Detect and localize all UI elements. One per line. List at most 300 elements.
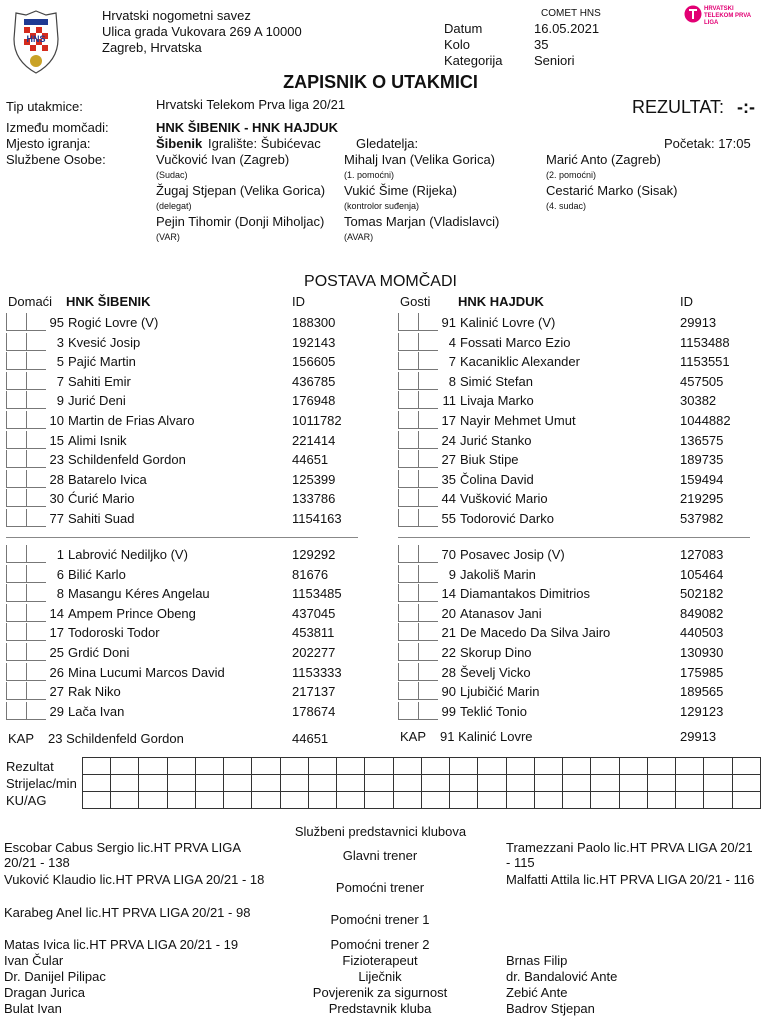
player-number: 14 <box>49 605 64 621</box>
score-grid-cell[interactable] <box>337 775 365 792</box>
venue-stadium: Igralište: Šubićevac <box>208 136 321 151</box>
player-number: 95 <box>49 315 64 330</box>
checkbox[interactable] <box>6 509 26 527</box>
checkbox[interactable] <box>398 509 418 527</box>
checkbox[interactable] <box>6 702 26 720</box>
score-grid-cell[interactable] <box>393 775 421 792</box>
player-name: Sahiti Emir <box>68 373 131 389</box>
player-name: Livaja Marko <box>460 393 534 409</box>
score-grid-cell[interactable] <box>337 792 365 809</box>
score-grid-cell[interactable] <box>563 792 591 809</box>
official-role: (AVAR) <box>344 232 374 242</box>
category-value: Seniori <box>534 53 575 68</box>
score-grid-cell[interactable] <box>647 775 675 792</box>
date-label: Datum <box>444 21 483 36</box>
player-id: 176948 <box>292 393 336 409</box>
score-grid-cell[interactable] <box>280 758 308 775</box>
player-id: 125399 <box>292 471 336 487</box>
away-staff-name: Brnas Filip <box>506 953 568 968</box>
match-type-label: Tip utakmice: <box>6 99 83 114</box>
player-number: 24 <box>441 432 456 448</box>
checkbox[interactable] <box>398 584 418 602</box>
venue-label: Mjesto igranja: <box>6 136 91 151</box>
checkbox[interactable] <box>6 470 26 488</box>
checkbox[interactable] <box>398 431 418 449</box>
score-grid-cell[interactable] <box>676 758 704 775</box>
player-name: Simić Stefan <box>460 373 533 389</box>
org-address: Ulica grada Vukovara 269 A 10000 <box>102 24 302 39</box>
player-name: Lača Ivan <box>68 703 125 719</box>
score-grid-cell[interactable] <box>195 775 223 792</box>
score-grid-cell[interactable] <box>82 775 110 792</box>
score-grid-cell[interactable] <box>365 758 393 775</box>
score-grid-cell[interactable] <box>647 792 675 809</box>
checkbox[interactable] <box>6 584 26 602</box>
score-grid-cell[interactable] <box>82 792 110 809</box>
player-name: Biuk Stipe <box>460 452 519 468</box>
score-grid-cell[interactable] <box>478 758 506 775</box>
score-grid-cell[interactable] <box>563 775 591 792</box>
score-grid-cell[interactable] <box>167 758 195 775</box>
checkbox[interactable] <box>6 352 26 370</box>
player-name: Atanasov Jani <box>460 605 542 621</box>
player-id: 30382 <box>680 393 717 409</box>
checkbox[interactable] <box>398 643 418 661</box>
checkbox[interactable] <box>6 682 26 700</box>
category-label: Kategorija <box>444 53 503 68</box>
player-number: 90 <box>441 684 456 700</box>
score-grid-cell[interactable] <box>676 775 704 792</box>
player-name: Ljubičić Marin <box>460 684 540 700</box>
player-id: 1153485 <box>292 586 342 602</box>
player-name: Teklić Tonio <box>460 703 527 719</box>
player-number: 17 <box>49 625 64 641</box>
home-staff-name: Ivan Čular <box>4 953 64 968</box>
score-grid-cell[interactable] <box>111 792 139 809</box>
official-role: (VAR) <box>156 232 180 242</box>
checkbox[interactable] <box>6 643 26 661</box>
official-name: Žugaj Stjepan (Velika Gorica) <box>156 183 326 198</box>
player-name: Vušković Mario <box>460 491 548 507</box>
player-id: 133786 <box>292 491 336 507</box>
player-name: Ćurić Mario <box>68 491 135 507</box>
official-name: Vučković Ivan (Zagreb) <box>156 152 290 167</box>
staff-title: Službeni predstavnici klubova <box>294 824 467 839</box>
score-grid-cell[interactable] <box>732 758 760 775</box>
score-grid-cell[interactable] <box>619 775 647 792</box>
player-name: De Macedo Da Silva Jairo <box>460 625 611 641</box>
away-staff-name: Malfatti Attila lic.HT PRVA LIGA 20/21 - 116 <box>506 872 755 887</box>
score-grid-row <box>2 775 761 792</box>
player-id: 130930 <box>680 645 724 660</box>
checkbox[interactable] <box>6 450 26 468</box>
player-name: Ampem Prince Obeng <box>68 605 196 621</box>
checkbox[interactable] <box>398 313 418 331</box>
score-grid-cell[interactable] <box>337 758 365 775</box>
player-name: Todorović Darko <box>460 511 554 526</box>
player-number: 5 <box>56 354 64 370</box>
away-captain-id: 29913 <box>680 729 717 744</box>
away-staff-name: Zebić Ante <box>506 985 568 1000</box>
score-grid-cell[interactable] <box>393 792 421 809</box>
player-id: 189565 <box>680 684 724 700</box>
player-id: 159494 <box>680 471 724 487</box>
score-grid-cell[interactable] <box>393 758 421 775</box>
player-number: 27 <box>441 452 456 468</box>
player-id: 436785 <box>292 373 336 389</box>
player-number: 8 <box>448 373 456 389</box>
score-grid-cell[interactable] <box>534 775 562 792</box>
round-value: 35 <box>534 37 549 52</box>
score-grid-cell[interactable] <box>139 775 167 792</box>
player-number: 70 <box>441 547 456 562</box>
official-name: Tomas Marjan (Vladislavci) <box>344 214 500 229</box>
player-number: 26 <box>49 664 64 680</box>
sponsor-logo: HRVATSKI TELEKOM PRVA LIGA <box>684 4 754 24</box>
player-id: 1153551 <box>680 354 730 370</box>
score-grid-cell[interactable] <box>506 792 534 809</box>
home-id-header: ID <box>292 294 305 309</box>
player-name: Nayir Mehmet Umut <box>460 413 576 428</box>
checkbox[interactable] <box>398 372 418 390</box>
score-grid-cell[interactable] <box>167 775 195 792</box>
player-id: 192143 <box>292 334 336 350</box>
score-grid-cell[interactable] <box>195 792 223 809</box>
player-number: 20 <box>441 605 456 621</box>
staff-role: Predstavnik kluba <box>328 1001 432 1016</box>
official-name: Marić Anto (Zagreb) <box>546 152 661 167</box>
lineups-title: POSTAVA MOMČADI <box>304 273 457 290</box>
official-role: (1. pomoćni) <box>344 170 395 180</box>
player-number: 17 <box>441 413 456 428</box>
score-grid-cell[interactable] <box>506 775 534 792</box>
score-grid-cell[interactable] <box>619 758 647 775</box>
official-role: (2. pomoćni) <box>546 170 597 180</box>
venue-city: Šibenik <box>156 136 203 151</box>
score-grid-cell[interactable] <box>647 758 675 775</box>
score-grid-cell[interactable] <box>308 792 336 809</box>
staff-role: Povjerenik za sigurnost <box>312 985 448 1000</box>
player-name: Skorup Dino <box>460 645 532 660</box>
away-team-name: HNK HAJDUK <box>458 294 544 309</box>
checkbox[interactable] <box>398 391 418 409</box>
score-grid-cell[interactable] <box>704 775 732 792</box>
score-grid-cell[interactable] <box>365 775 393 792</box>
checkbox[interactable] <box>6 604 26 622</box>
player-name: Batarelo Ivica <box>68 471 147 487</box>
home-staff-name: Dragan Jurica <box>4 985 85 1000</box>
score-grid-cell[interactable] <box>732 792 760 809</box>
player-number: 25 <box>49 645 64 660</box>
score-grid-cell[interactable] <box>591 792 619 809</box>
score-grid-cell[interactable] <box>280 792 308 809</box>
staff-role: Pomoćni trener 2 <box>330 937 430 952</box>
player-number: 7 <box>448 354 456 370</box>
player-number: 8 <box>56 586 64 602</box>
official-role: (kontrolor suđenja) <box>344 201 420 211</box>
player-number: 35 <box>441 471 456 487</box>
player-id: 129292 <box>292 547 336 562</box>
home-staff-name: Vuković Klaudio lic.HT PRVA LIGA 20/21 - 18 <box>4 872 265 887</box>
score-grid-cell[interactable] <box>450 792 478 809</box>
score-grid-cell[interactable] <box>224 758 252 775</box>
spectators-label: Gledatelja: <box>356 136 419 151</box>
checkbox[interactable] <box>398 565 418 583</box>
player-id: 129123 <box>680 703 724 719</box>
officials-label: Službene Osobe: <box>6 152 106 167</box>
player-id: 127083 <box>680 547 724 562</box>
player-name: Schildenfeld Gordon <box>68 452 186 468</box>
score-grid-cell[interactable] <box>365 792 393 809</box>
checkbox[interactable] <box>6 372 26 390</box>
player-id: 1154163 <box>292 511 342 526</box>
player-number: 15 <box>49 432 64 448</box>
player-number: 28 <box>441 664 456 680</box>
score-grid-cell[interactable] <box>506 758 534 775</box>
score-grid-cell[interactable] <box>450 758 478 775</box>
score-grid-cell[interactable] <box>421 775 449 792</box>
score-grid-cell[interactable] <box>308 758 336 775</box>
player-name: Grdić Doni <box>68 645 130 660</box>
svg-text:HNS: HNS <box>26 34 46 44</box>
official-name: Mihalj Ivan (Velika Gorica) <box>344 152 495 167</box>
player-id: 44651 <box>292 452 329 468</box>
score-grid-cell[interactable] <box>139 758 167 775</box>
score-grid-cell[interactable] <box>252 758 280 775</box>
score-grid-label: Rezultat <box>2 758 82 775</box>
official-name: Cestarić Marko (Sisak) <box>546 183 678 198</box>
score-grid-cell[interactable] <box>534 792 562 809</box>
player-id: 29913 <box>680 315 717 330</box>
checkbox[interactable] <box>6 663 26 681</box>
player-id: 202277 <box>292 645 336 660</box>
player-id: 1153488 <box>680 334 730 350</box>
home-captain: 23 Schildenfeld Gordon <box>48 731 184 746</box>
player-name: Masangu Kéres Angelau <box>68 586 210 602</box>
score-grid-cell[interactable] <box>111 758 139 775</box>
player-name: Rak Niko <box>68 684 121 700</box>
player-name: Ševelj Vicko <box>460 664 531 680</box>
player-number: 11 <box>442 393 456 409</box>
staff-role: Pomoćni trener <box>335 880 425 895</box>
player-id: 81676 <box>292 566 329 582</box>
player-number: 99 <box>441 703 456 719</box>
player-id: 502182 <box>680 586 724 602</box>
result-label: REZULTAT: <box>632 97 725 117</box>
home-team-name: HNK ŠIBENIK <box>66 294 151 309</box>
checkbox[interactable] <box>6 431 26 449</box>
away-staff-name: Badrov Stjepan <box>506 1001 595 1016</box>
teams-label: Između momčadi: <box>6 120 109 135</box>
player-number: 23 <box>49 452 64 468</box>
player-id: 1044882 <box>680 413 731 428</box>
player-id: 453811 <box>292 625 335 641</box>
score-grid-cell[interactable] <box>252 792 280 809</box>
player-number: 29 <box>49 703 64 719</box>
score-grid-cell[interactable] <box>450 775 478 792</box>
player-number: 28 <box>49 471 64 487</box>
home-captain-id: 44651 <box>292 731 329 746</box>
score-grid-cell[interactable] <box>139 792 167 809</box>
home-captain-label: KAP <box>8 731 35 746</box>
player-number: 3 <box>56 334 64 350</box>
player-number: 55 <box>441 511 456 526</box>
player-number: 9 <box>448 566 456 582</box>
score-grid-cell[interactable] <box>111 775 139 792</box>
checkbox[interactable] <box>398 545 418 563</box>
teams-value: HNK ŠIBENIK - HNK HAJDUK <box>156 120 339 135</box>
checkbox[interactable] <box>398 623 418 641</box>
player-name: Posavec Josip (V) <box>460 547 565 562</box>
score-grid-cell[interactable] <box>591 758 619 775</box>
date-value: 16.05.2021 <box>534 21 600 36</box>
score-grid-label: Strijelac/min <box>2 775 82 792</box>
player-id: 457505 <box>680 373 724 389</box>
player-id: 1011782 <box>292 413 342 428</box>
player-id: 849082 <box>680 605 724 621</box>
player-name: Kacaniklic Alexander <box>460 354 580 370</box>
player-number: 77 <box>49 511 64 526</box>
score-grid-row <box>2 792 761 809</box>
checkbox[interactable] <box>398 702 418 720</box>
home-staff-name: Dr. Danijel Pilipac <box>4 969 106 984</box>
score-grid-cell[interactable] <box>591 775 619 792</box>
player-name: Rogić Lovre (V) <box>68 315 159 330</box>
staff-role: Fizioterapeut <box>342 953 418 968</box>
checkbox[interactable] <box>398 604 418 622</box>
divider <box>398 537 750 538</box>
score-grid-cell[interactable] <box>308 775 336 792</box>
player-id: 178674 <box>292 703 336 719</box>
staff-role: Glavni trener <box>342 848 418 863</box>
checkbox[interactable] <box>6 333 26 351</box>
checkbox[interactable] <box>6 545 26 563</box>
staff-role: Pomoćni trener 1 <box>330 912 430 927</box>
score-grid-cell[interactable] <box>82 758 110 775</box>
checkbox[interactable] <box>398 470 418 488</box>
player-name: Pajić Martin <box>68 354 136 370</box>
player-id: 105464 <box>680 566 724 582</box>
score-grid-cell[interactable] <box>421 792 449 809</box>
score-grid-cell[interactable] <box>224 775 252 792</box>
result-value: -:- <box>737 97 755 117</box>
score-grid-cell[interactable] <box>280 775 308 792</box>
org-city: Zagreb, Hrvatska <box>102 40 202 55</box>
match-type-value: Hrvatski Telekom Prva liga 20/21 <box>156 97 346 112</box>
score-grid <box>2 757 761 809</box>
score-grid-cell[interactable] <box>732 775 760 792</box>
checkbox[interactable] <box>398 411 418 429</box>
player-name: Kalinić Lovre (V) <box>460 315 556 330</box>
checkbox[interactable] <box>398 663 418 681</box>
player-id: 219295 <box>680 491 724 507</box>
telekom-t-icon <box>684 5 702 23</box>
score-grid-row <box>2 758 761 775</box>
player-name: Mina Lucumi Marcos David <box>68 664 225 680</box>
org-name: Hrvatski nogometni savez <box>102 8 251 23</box>
player-id: 189735 <box>680 452 724 468</box>
score-grid-cell[interactable] <box>478 792 506 809</box>
score-grid-cell[interactable] <box>534 758 562 775</box>
checkbox[interactable] <box>6 391 26 409</box>
checkbox[interactable] <box>6 313 26 331</box>
player-number: 91 <box>441 315 456 330</box>
score-grid-cell[interactable] <box>704 758 732 775</box>
player-id: 221414 <box>292 432 336 448</box>
official-role: (Sudac) <box>156 170 188 180</box>
player-id: 537982 <box>680 511 724 526</box>
player-number: 9 <box>56 393 64 409</box>
player-name: Fossati Marco Ezio <box>460 334 571 350</box>
score-grid-cell[interactable] <box>563 758 591 775</box>
player-number: 22 <box>441 645 456 660</box>
player-id: 217137 <box>292 684 336 700</box>
checkbox[interactable] <box>398 333 418 351</box>
official-name: Vukić Šime (Rijeka) <box>344 183 457 198</box>
official-role: (4. sudac) <box>546 201 587 211</box>
hns-crest-logo <box>12 9 60 75</box>
checkbox[interactable] <box>398 682 418 700</box>
staff-role: Liječnik <box>358 969 402 984</box>
score-grid-cell[interactable] <box>224 792 252 809</box>
checkbox[interactable] <box>6 623 26 641</box>
home-staff-name: Matas Ivica lic.HT PRVA LIGA 20/21 - 19 <box>4 937 239 952</box>
score-grid-cell[interactable] <box>704 792 732 809</box>
away-captain-label: KAP <box>400 729 427 744</box>
home-staff-name: Karabeg Anel lic.HT PRVA LIGA 20/21 - 98 <box>4 905 251 920</box>
divider <box>6 537 358 538</box>
player-id: 437045 <box>292 605 336 621</box>
player-name: Čolina David <box>460 471 534 487</box>
player-id: 440503 <box>680 625 724 641</box>
home-side-label: Domaći <box>8 294 53 309</box>
player-name: Alimi Isnik <box>68 432 127 448</box>
player-number: 14 <box>441 586 456 602</box>
score-grid-cell[interactable] <box>252 775 280 792</box>
score-grid-cell[interactable] <box>167 792 195 809</box>
score-grid-cell[interactable] <box>195 758 223 775</box>
away-side-label: Gosti <box>400 294 431 309</box>
player-number: 27 <box>49 684 64 700</box>
player-name: Kvesić Josip <box>68 334 141 350</box>
score-grid-cell[interactable] <box>421 758 449 775</box>
round-label: Kolo <box>444 37 471 52</box>
player-name: Jakoliš Marin <box>460 566 536 582</box>
player-name: Jurić Deni <box>68 393 126 409</box>
checkbox[interactable] <box>6 411 26 429</box>
checkbox[interactable] <box>6 489 26 507</box>
checkbox[interactable] <box>398 450 418 468</box>
checkbox[interactable] <box>6 565 26 583</box>
away-staff-name: Tramezzani Paolo lic.HT PRVA LIGA 20/21 - 115 <box>506 840 753 870</box>
score-grid-cell[interactable] <box>619 792 647 809</box>
score-grid-cell[interactable] <box>478 775 506 792</box>
player-number: 21 <box>441 625 456 641</box>
player-name: Todoroski Todor <box>68 625 160 641</box>
home-staff-name: Bulat Ivan <box>4 1001 62 1016</box>
checkbox[interactable] <box>398 352 418 370</box>
checkbox[interactable] <box>398 489 418 507</box>
player-number: 30 <box>49 491 64 507</box>
player-id: 175985 <box>680 664 724 680</box>
player-id: 188300 <box>292 315 336 330</box>
score-grid-cell[interactable] <box>676 792 704 809</box>
player-name: Labrović Nediljko (V) <box>68 547 188 562</box>
player-number: 10 <box>49 413 64 428</box>
away-id-header: ID <box>680 294 693 309</box>
score-grid-label: KU/AG <box>2 792 82 809</box>
report-title: ZAPISNIK O UTAKMICI <box>283 72 478 92</box>
